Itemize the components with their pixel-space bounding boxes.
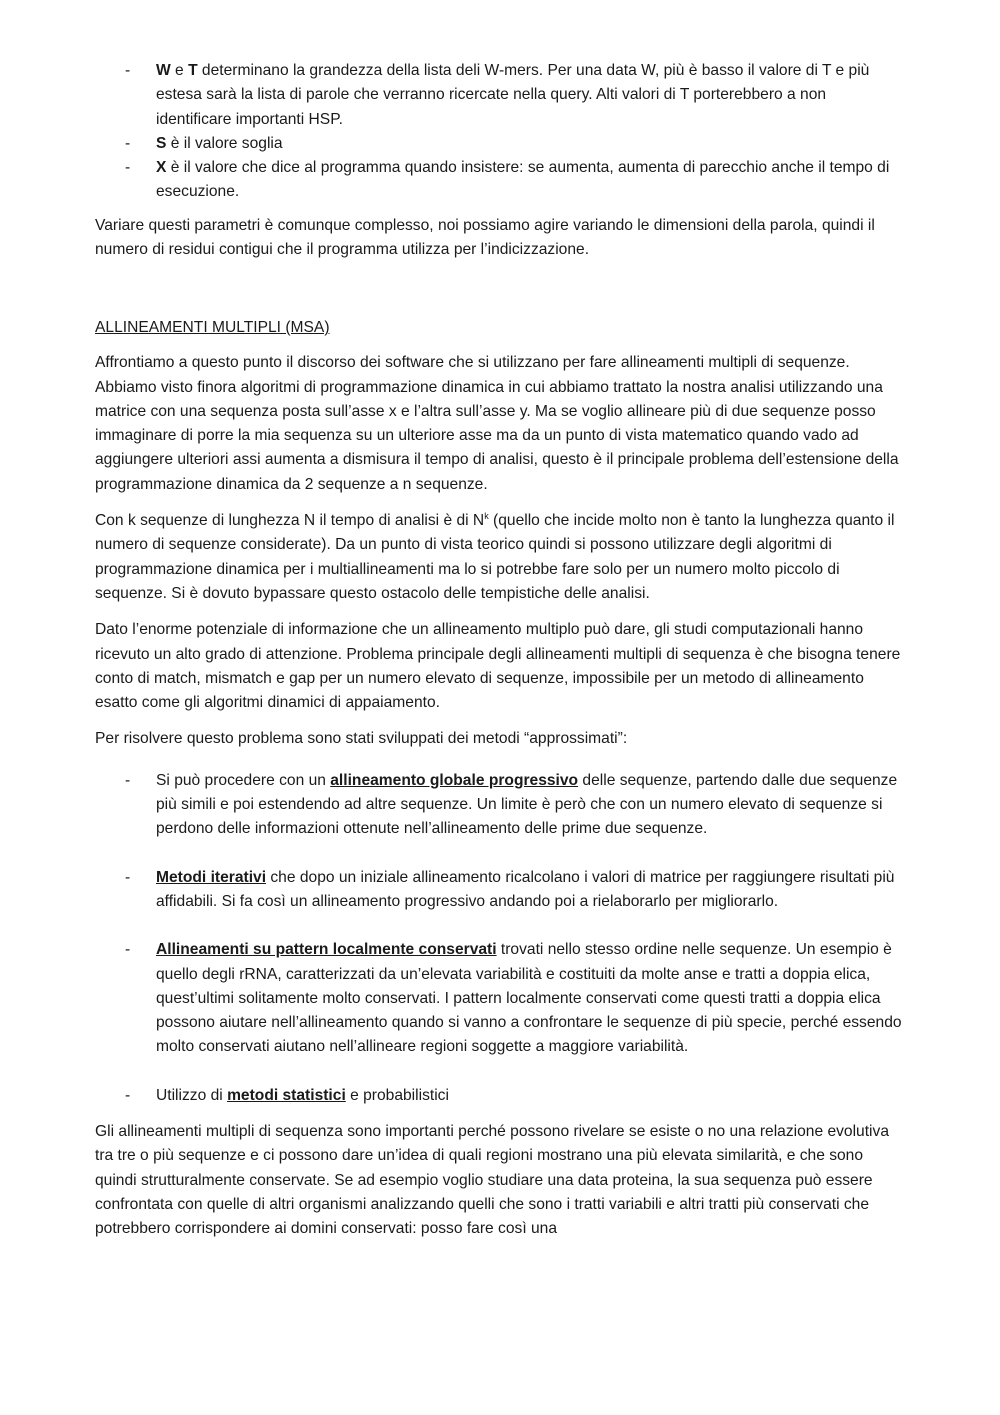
paragraph: Variare questi parametri è comunque complesso, noi possiamo agire variando le dimensioni della parola, quindi il numero di residui contigui che il programma utilizza per l’indicizzazione.: [95, 216, 875, 259]
list-item: - Si può procedere con un allineamento globale progressivo delle sequenze, partendo dalle due sequenze più simili e poi estendendo ad altre sequenze. Un limite è però che con un numero elevato di sequenze si perdono delle informazioni ottenute nell’allineamento delle prime due sequenze.: [95, 769, 905, 842]
paragraph: Gli allineamenti multipli di sequenza sono importanti perché possono rivelare se esiste o no una relazione evolutiva tra tre o più sequenze e ci possono dare un’idea di quali regioni mostrano una più elevata similarità, e che sono quindi strutturalmente conservate. Se ad esempio voglio studiare una data proteina, la sua sequenza può essere confrontata con quelle di altri organismi analizzando quelli che sono i tratti variabili e altri tratti più conservati che potrebbero corrispondere ai domini conservati: posso fare così una: [95, 1123, 889, 1238]
paragraph: Con k sequenze di lunghezza N il tempo di analisi è di $N^k$ (quello che incide molto non è tanto la lunghezza quanto il numero di sequenze considerate). Da un punto di vista teorico quindi si possono utilizzare degli algoritmi di programmazione dinamica per i multiallineamenti ma lo si potrebbe fare solo per un numero molto piccolo di sequenze. Si è dovuto bypassare questo ostacolo delle tempistiche delle analisi.: [95, 510, 895, 602]
paragraph: Per risolvere questo problema sono stati sviluppati dei metodi “approssimati”:: [95, 730, 628, 748]
parameters-block: [95, 59, 905, 262]
msa-section: [95, 316, 905, 1242]
list-item: - X è il valore che dice al programma quando insistere: se aumenta, aumenta di parecchio anche il tempo di esecuzione.: [95, 156, 905, 205]
parameter-list: [95, 59, 905, 205]
section-heading: ALLINEAMENTI MULTIPLI (MSA): [95, 319, 330, 336]
list-item: - Metodi iterativi che dopo un iniziale allineamento ricalcolano i valori di matrice per raggiungere risultati più affidabili. Si fa così un allineamento progressivo andando poi a rielaborarlo per migliorarlo.: [95, 866, 905, 915]
paragraph: Affrontiamo a questo punto il discorso dei software che si utilizzano per fare allineamenti multipli di sequenze. Abbiamo visto finora algoritmi di programmazione dinamica in cui abbiamo trattato la nostra analisi utilizzando una matrice con una sequenza posta sull’asse x e l’altra sull’asse y. Ma se voglio allineare più di due sequenze posso immaginare di porre la mia sequenza su un ulteriore asse ma da un punto di vista matematico quando vado ad aggiungere ulteriori assi aumenta a dismisura il tempo di analisi, questo è il principale problema dell’estensione della programmazione dinamica da 2 sequenze a n sequenze.: [95, 354, 899, 493]
methods-list: [95, 769, 905, 1108]
list-item: - S è il valore soglia: [95, 132, 905, 156]
list-item: - Utilizzo di metodi statistici e probabilistici: [95, 1084, 905, 1108]
list-item: - W e T determinano la grandezza della lista deli W-mers. Per una data W, più è basso il valore di T e più estesa sarà la lista di parole che verranno ricercate nella query. Alti valori di T porterebbero a non identificare importanti HSP.: [95, 59, 905, 132]
list-item: - Allineamenti su pattern localmente conservati trovati nello stesso ordine nelle sequenze. Un esempio è quello degli rRNA, caratterizzati da un’elevata variabilità e costituiti da molte anse e tratti a doppia elica, quest’ultimi solitamente molto conservati. I pattern localmente conservati come questi tratti a doppia elica possono aiutare nell’allineamento quando si vanno a confrontare le sequenze di più specie, perché essendo molto conservati aiutano nell’allineare regioni soggette a maggiore variabilità.: [95, 938, 905, 1059]
paragraph: Dato l’enorme potenziale di informazione che un allineamento multiplo può dare, gli studi computazionali hanno ricevuto un alto grado di attenzione. Problema principale degli allineamenti multipli di sequenza è che bisogna tenere conto di match, mismatch e gap per un numero elevato di sequenze, impossibile per un metodo di allineamento esatto come gli algoritmi dinamici di appaiamento.: [95, 621, 901, 712]
